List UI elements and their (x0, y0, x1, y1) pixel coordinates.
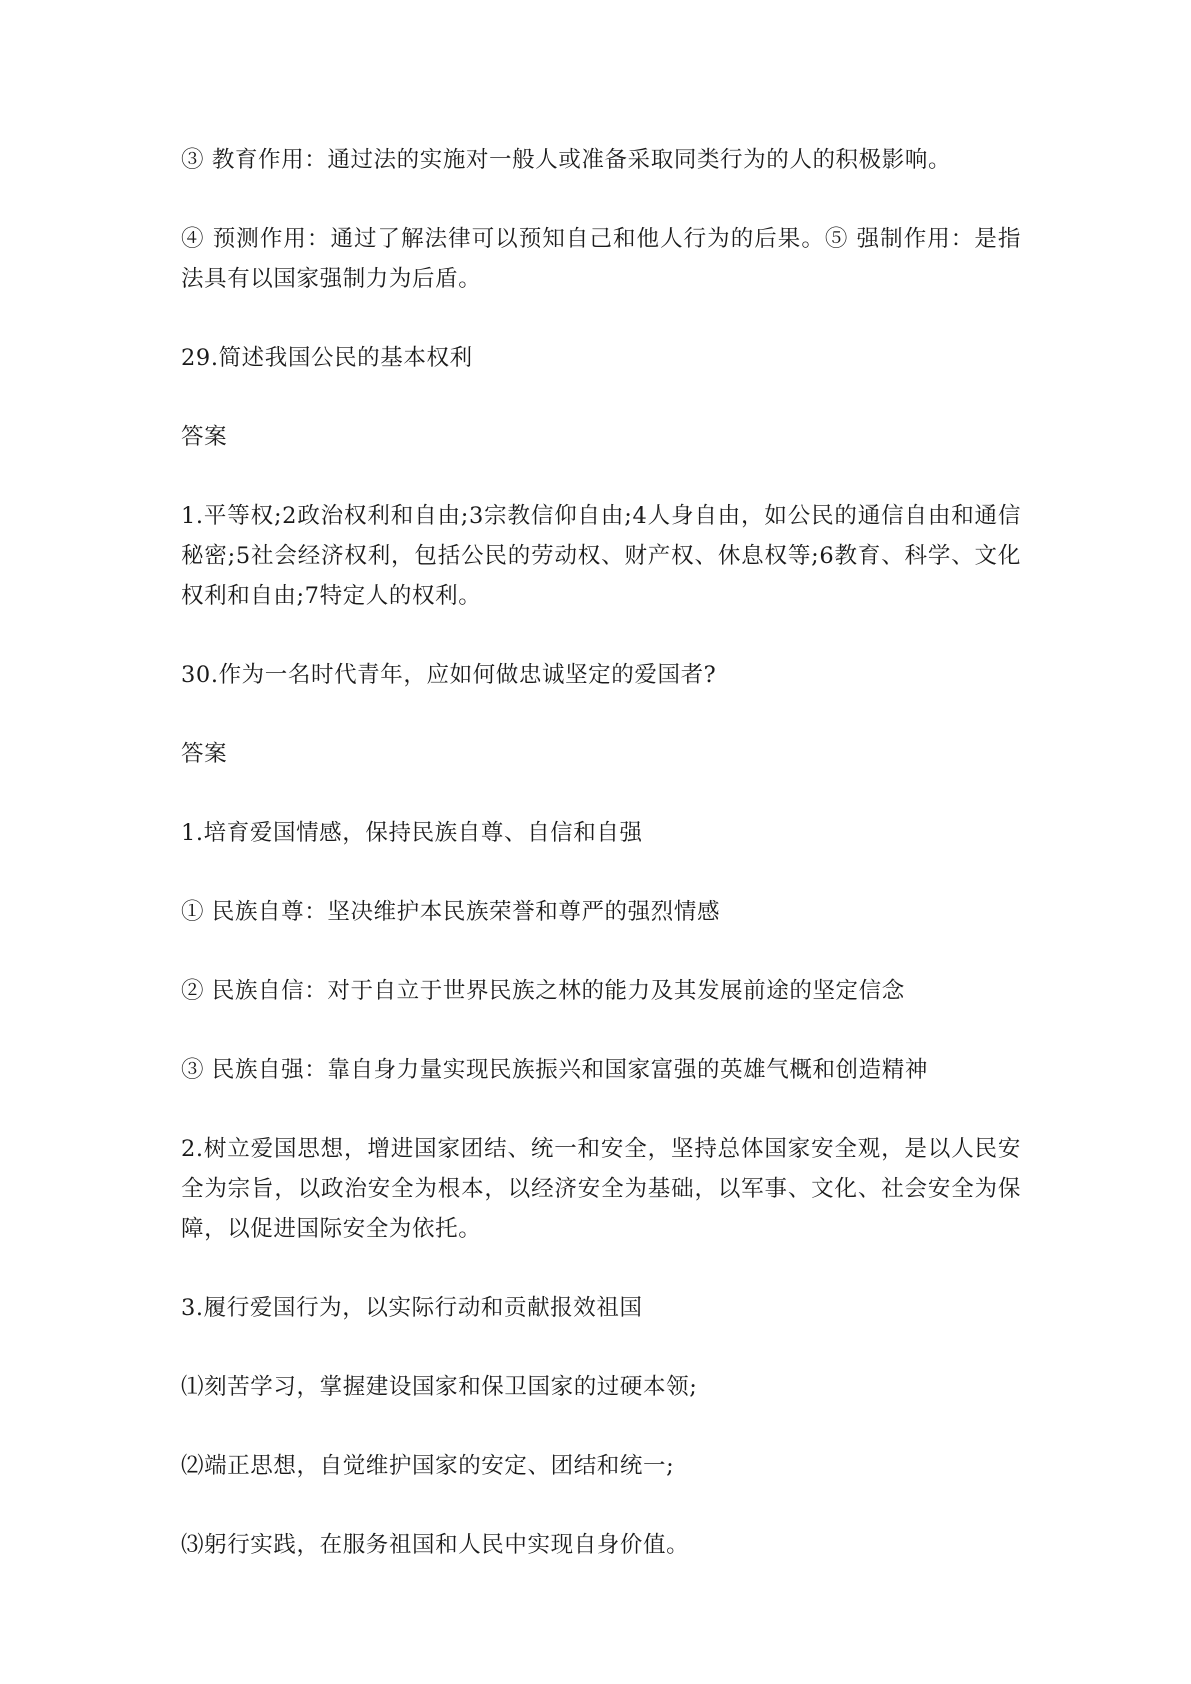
question-29-heading: 29.简述我国公民的基本权利 (181, 345, 473, 371)
point-3-sub-1: ⑴刻苦学习，掌握建设国家和保卫国家的过硬本领; (181, 1374, 698, 1400)
document-body (181, 140, 1021, 1604)
paragraph-education-function: ③ 教育作用：通过法的实施对一般人或准备采取同类行为的人的积极影响。 (181, 147, 952, 173)
point-1-sub-3: ③ 民族自强：靠自身力量实现民族振兴和国家富强的英雄气概和创造精神 (181, 1057, 928, 1083)
point-3-sub-3: ⑶躬行实践，在服务祖国和人民中实现自身价值。 (181, 1532, 690, 1558)
paragraph-prediction-coercion-function: ④ 预测作用：通过了解法律可以预知自己和他人行为的后果。⑤ 强制作用：是指法具有以国家强制力为后盾。 (181, 226, 1021, 292)
answer-30-point-2: 2.树立爱国思想，增进国家团结、统一和安全，坚持总体国家安全观，是以人民安全为宗旨，以政治安全为根本，以经济安全为基础，以军事、文化、社会安全为保障，以促进国际安全为依托。 (181, 1136, 1021, 1242)
point-1-sub-1: ① 民族自尊：坚决维护本民族荣誉和尊严的强烈情感 (181, 899, 721, 925)
answer-30-point-3: 3.履行爱国行为，以实际行动和贡献报效祖国 (181, 1295, 643, 1321)
answer-label: 答案 (181, 424, 228, 450)
answer-label: 答案 (181, 741, 228, 767)
answer-30-point-1: 1.培育爱国情感，保持民族自尊、自信和自强 (181, 820, 643, 846)
answer-29-text: 1.平等权;2政治权利和自由;3宗教信仰自由;4人身自由，如公民的通信自由和通信秘密;5社会经济权利，包括公民的劳动权、财产权、休息权等;6教育、科学、文化权利和自由;7特定人的权利。 (181, 503, 1021, 609)
point-1-sub-2: ② 民族自信：对于自立于世界民族之林的能力及其发展前途的坚定信念 (181, 978, 905, 1004)
question-30-heading: 30.作为一名时代青年，应如何做忠诚坚定的爱国者? (181, 662, 717, 688)
point-3-sub-2: ⑵端正思想，自觉维护国家的安定、团结和统一; (181, 1453, 675, 1479)
